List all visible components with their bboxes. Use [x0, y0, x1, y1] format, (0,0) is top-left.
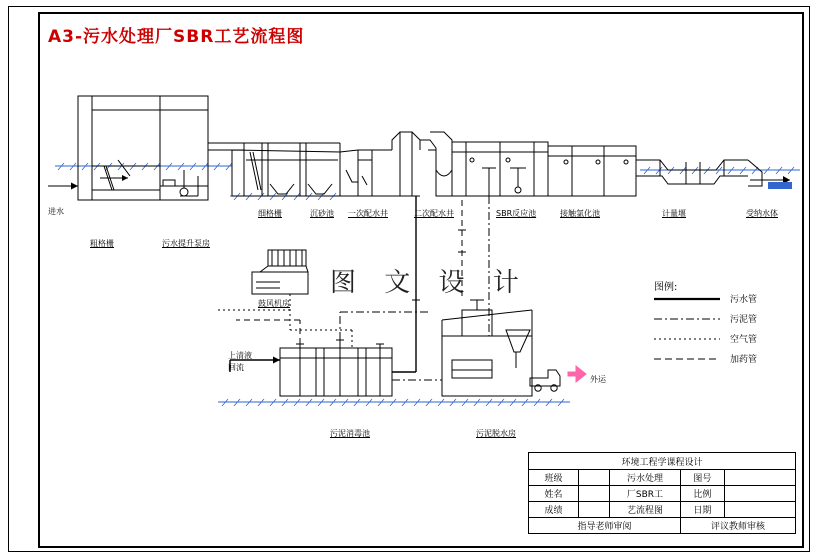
title-block-course: 环境工程学课程设计: [529, 453, 796, 470]
title-block-grade-val: [578, 502, 609, 518]
title-block-date-key: 日期: [681, 502, 725, 518]
label-sludge-dewatering: 污泥脱水房: [476, 429, 516, 438]
label-primary-distribution-well: 一次配水井: [348, 209, 388, 218]
legend-item-sludge: [654, 312, 784, 328]
label-transport-out: 外运: [590, 375, 606, 384]
title-block-scale-val: [724, 486, 795, 502]
label-sbr-basin: SBR反应池: [496, 209, 537, 218]
label-fine-grid: 细格栅: [258, 209, 282, 218]
label-receiving-water: 受纳水体: [746, 209, 778, 218]
title-block-reviewer: 评议教师审核: [681, 518, 796, 534]
legend-item-air: [654, 332, 784, 348]
label-secondary-distribution-well: 二次配水井: [414, 209, 454, 218]
label-contact-chlorination: 接触氯化池: [560, 209, 600, 218]
legend-label-sludge: 污泥管: [730, 315, 758, 325]
page-title: A3-污水处理厂SBR工艺流程图: [48, 27, 305, 47]
legend-item-sewage: [654, 292, 784, 308]
legend-label-sewage: 污水管: [730, 295, 758, 305]
title-block-dwgno-key: 图号: [681, 470, 725, 486]
label-sludge-digestion: 污泥消毒池: [330, 429, 370, 438]
legend-title: 图例:: [654, 282, 678, 293]
label-coarse-grid: 粗格栅: [90, 239, 114, 248]
label-measuring-flume: 计量堰: [662, 209, 686, 218]
title-block-class-key: 班级: [529, 470, 579, 486]
title-block-date-val: [724, 502, 795, 518]
title-block-name-val: [578, 486, 609, 502]
label-supernatant: 上清液: [228, 351, 252, 360]
title-block-advisor: 指导老师审阅: [529, 518, 681, 534]
title-block-drawing-name-3: 艺流程图: [609, 502, 680, 518]
title-block-drawing-name-1: 污水处理: [609, 470, 680, 486]
legend-label-chemical: 加药管: [730, 355, 758, 365]
label-pump-house: 污水提升泵房: [162, 239, 210, 248]
title-block-name-key: 姓名: [529, 486, 579, 502]
title-block: [528, 452, 796, 534]
label-inflow: 进水: [48, 207, 64, 216]
label-return-flow: 回流: [228, 363, 244, 372]
title-block-scale-key: 比例: [681, 486, 725, 502]
watermark-text: 图 文 设 计: [330, 268, 529, 298]
title-block-class-val: [578, 470, 609, 486]
title-block-dwgno-val: [724, 470, 795, 486]
label-grit-chamber: 沉砂池: [310, 209, 334, 218]
title-block-grade-key: 成绩: [529, 502, 579, 518]
label-blower-house: 鼓风机房: [258, 299, 290, 308]
legend-item-chemical: [654, 352, 784, 368]
title-block-drawing-name-2: 厂SBR工: [609, 486, 680, 502]
legend-label-air: 空气管: [730, 335, 758, 345]
